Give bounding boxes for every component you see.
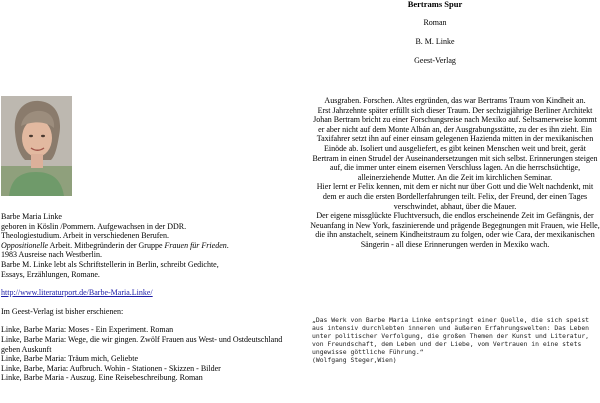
book-list-item: Linke, Barbe, Maria: Aufbruch. Wohin - Stationen - Skizzen - Bilder — [1, 363, 221, 373]
bio-line: Essays, Erzählungen, Romane. — [1, 269, 100, 279]
book-list-item: Linke, Barbe Maria - Auszug. Eine Reisebeschreibung. Roman — [1, 373, 203, 383]
book-list — [1, 325, 301, 383]
book-list-item: Linke, Barbe Maria: Moses - Ein Experiment. Roman — [1, 325, 174, 335]
synopsis-paragraph: Erst Jahrzehnte später erfüllt sich dieser Traum. Der sechzigjährige Berliner Architekt Johan Bertram bricht zu einer Forschungsreise nach Mexiko auf. Seltsamerweise kommt er aber nicht auf dem Monte Albán an, der Ausgrabungsstätte, zu der es ihn zieht. Ein Taxifahrer setzt ihn auf einer einsam gelegenen Hazienda mitten in der mexikanischen Einöde ab. Isoliert und ausgeliefert, es gibt keinen Menschen weit und breit, gerät Bertram in einen Strudel der Auseinandersetzungen mit sich selbst. Erinnerungen steigen auf, die immer unter einem eisernen Verschluss lagen. An die herrschsüchtige, alleinerziehende Mutter. An die Zeit im kirchlichen Seminar. — [312, 105, 598, 182]
synopsis-paragraph: Der eigene missglückte Fluchtversuch, die endlos erscheinende Zeit im Gefängnis, der Neuanfang in New York, faszinierende und prägende Begegnungen mit Frauen, wie Helle, die ihn anstachelt, seinem Kindheitstraum zu folgen, oder wie Cara, der mexikanischen Sängerin - all diese Erinnerungen werden in Mexiko wach. — [310, 211, 600, 249]
book-author: B. M. Linke — [415, 37, 455, 46]
books-heading: Im Geest-Verlag ist bisher erschienen: — [1, 306, 124, 316]
book-list-item: Linke, Barbe Maria: Wege, die wir gingen. Zwölf Frauen aus West- und Ostdeutschland geben Auskunft — [1, 334, 283, 354]
quote-text: „Das Werk von Barbe Maria Linke entspringt einer Quelle, die sich speist aus intensiv durchlebten inneren und äußeren Erfahrungswelten: Das Leben unter politischer Verfolgung, die großen Themen der Kunst und Literatur, von Freundschaft, dem Leben und der Liebe, vom Vertrauen in eine stets ungewisse göttliche Führung.“ — [312, 316, 590, 357]
book-list-item: Linke, Barbe Maria: Träum mich, Geliebte — [1, 354, 139, 364]
bio-line: 1983 Ausreise nach Westberlin. — [1, 250, 102, 260]
author-link[interactable]: http://www.literaturport.de/Barbe-Maria.Linke/ — [1, 288, 153, 298]
author-name: Barbe Maria Linke — [1, 212, 62, 221]
synopsis-paragraph: Hier lernt er Felix kennen, mit dem er nicht nur über Gott und die Welt nachdenkt, mit dem er auch die ersten Bordellerfahrungen teilt. Felix, der Freund, der einen Tages verschwindet, abhaut, über die Mauer. — [316, 182, 594, 211]
author-photo — [1, 96, 72, 196]
bio-italic-opposition: Oppositionelle — [1, 240, 49, 250]
book-title: Bertrams Spur — [407, 0, 463, 9]
synopsis-paragraph: Ausgraben. Forschen. Altes ergründen, das war Bertrams Traum von Kindheit an. — [324, 96, 586, 105]
bio-line-activism — [1, 241, 301, 251]
review-quote — [312, 316, 600, 365]
bio-opposition-rest: Arbeit. Mitbegründerin der Gruppe — [48, 240, 165, 250]
book-synopsis — [310, 96, 600, 250]
page-header — [300, 0, 570, 65]
bio-group-end: . — [226, 240, 229, 250]
bio-line: geboren in Köslin /Pommern. Aufgewachsen in der DDR. — [1, 221, 187, 231]
bio-line: Theologiestudium. Arbeit in verschiedenen Berufen. — [1, 231, 169, 241]
bio-italic-group: Frauen für Frieden — [164, 240, 227, 250]
book-genre: Roman — [423, 18, 447, 27]
book-publisher: Geest-Verlag — [414, 56, 456, 65]
quote-attribution: (Wolfgang Steger,Wien) — [312, 356, 397, 365]
author-bio — [1, 212, 301, 383]
bio-line: Barbe M. Linke lebt als Schriftstellerin in Berlin, schreibt Gedichte, — [1, 259, 219, 269]
